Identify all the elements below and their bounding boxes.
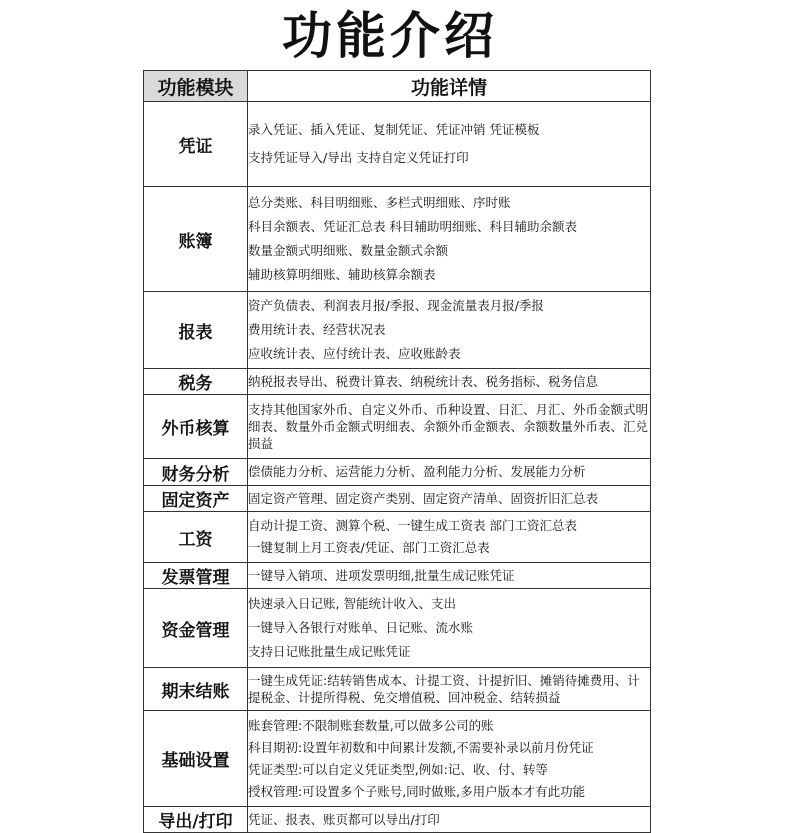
detail-line: 一键复制上月工资表/凭证、部门工资汇总表: [248, 540, 490, 555]
detail-line: 科目期初:设置年初数和中间累计发额,不需要补录以前月份凭证: [248, 739, 594, 755]
detail-line: 资产负债表、利润表月报/季报、现金流量表月报/季报: [248, 298, 544, 313]
detail-line: 应收统计表、应付统计表、应收账龄表: [248, 346, 461, 361]
detail-line: 总分类账、科目明细账、多栏式明细账、序时账: [248, 195, 511, 210]
detail-line: 凭证类型:可以自定义凭证类型,例如:记、收、付、转等: [248, 761, 548, 777]
detail-line: 数量金额式明细账、数量金额式余额: [248, 243, 449, 258]
detail-line: 支持日记账批量生成记账凭证: [248, 644, 411, 659]
module-detail: [248, 102, 651, 187]
table-row: [144, 589, 651, 668]
table-row: [144, 292, 651, 369]
detail-line: 快速录入日记账, 智能统计收入、支出: [248, 596, 456, 611]
module-detail: [248, 369, 651, 395]
module-detail: [248, 459, 651, 486]
header-module: 功能模块: [144, 71, 248, 102]
module-name: 工资: [144, 512, 248, 563]
module-detail: [248, 807, 651, 833]
header-detail: 功能详情: [248, 71, 651, 102]
table-row: [144, 711, 651, 807]
module-name: 税务: [144, 369, 248, 395]
detail-line: 辅助核算明细账、辅助核算余额表: [248, 267, 436, 282]
module-detail: [248, 563, 651, 589]
page-title: 功能介绍: [282, 7, 498, 65]
module-detail: [248, 512, 651, 563]
detail-line: 支持其他国家外币、自定义外币、币种设置、日汇、月汇、外币金额式明细表、数量外币金额式明细表、余额外币金额表、余额数量外币表、汇兑损益: [248, 402, 649, 451]
detail-line: 费用统计表、经营状况表: [248, 322, 386, 337]
module-name: 外币核算: [144, 395, 248, 459]
module-detail: [248, 395, 651, 459]
module-detail: [248, 486, 651, 512]
detail-line: 账套管理:不限制账套数量,可以做多公司的账: [248, 717, 494, 733]
module-name: 基础设置: [144, 711, 248, 807]
feature-table: [143, 70, 651, 833]
module-name: 资金管理: [144, 589, 248, 668]
detail-line: 录入凭证、插入凭证、复制凭证、凭证冲销 凭证模板: [248, 122, 540, 137]
detail-line: 一键导入各银行对账单、日记账、流水账: [248, 620, 474, 635]
module-name: 账簿: [144, 187, 248, 292]
detail-line: 凭证、报表、账页都可以导出/打印: [248, 812, 440, 827]
detail-line: 一键导入销项、进项发票明细,批量生成记账凭证: [248, 567, 515, 583]
module-detail: [248, 187, 651, 292]
module-name: 期末结账: [144, 668, 248, 711]
table-row: [144, 563, 651, 589]
detail-line: 一键生成凭证:结转销售成本、计提工资、计提折旧、摊销待摊费用、计提税金、计提所得税、免交增值税、回冲税金、结转损益: [248, 673, 640, 705]
table-row: [144, 187, 651, 292]
detail-line: 自动计提工资、测算个税、一键生成工资表 部门工资汇总表: [248, 518, 577, 533]
table-row: [144, 395, 651, 459]
module-name: 固定资产: [144, 486, 248, 512]
detail-line: 支持凭证导入/导出 支持自定义凭证打印: [248, 150, 469, 165]
table-row: [144, 668, 651, 711]
table-header-row: [144, 71, 651, 102]
module-detail: [248, 589, 651, 668]
module-name: 报表: [144, 292, 248, 369]
module-detail: [248, 711, 651, 807]
module-detail: [248, 292, 651, 369]
table-row: [144, 512, 651, 563]
detail-line: 偿债能力分析、运营能力分析、盈利能力分析、发展能力分析: [248, 464, 586, 479]
module-name: 凭证: [144, 102, 248, 187]
module-name: 导出/打印: [144, 807, 248, 833]
detail-line: 科目余额表、凭证汇总表 科目辅助明细账、科目辅助余额表: [248, 219, 577, 234]
detail-line: 固定资产管理、固定资产类别、固定资产清单、固资折旧汇总表: [248, 490, 599, 506]
module-name: 财务分析: [144, 459, 248, 486]
module-detail: [248, 668, 651, 711]
detail-line: 纳税报表导出、税费计算表、纳税统计表、税务指标、税务信息: [248, 373, 599, 389]
table-row: [144, 459, 651, 486]
module-name: 发票管理: [144, 563, 248, 589]
table-row: [144, 369, 651, 395]
table-row: [144, 807, 651, 833]
detail-line: 授权管理:可设置多个子账号,同时做账,多用户版本才有此功能: [248, 783, 586, 799]
table-row: [144, 102, 651, 187]
table-row: [144, 486, 651, 512]
